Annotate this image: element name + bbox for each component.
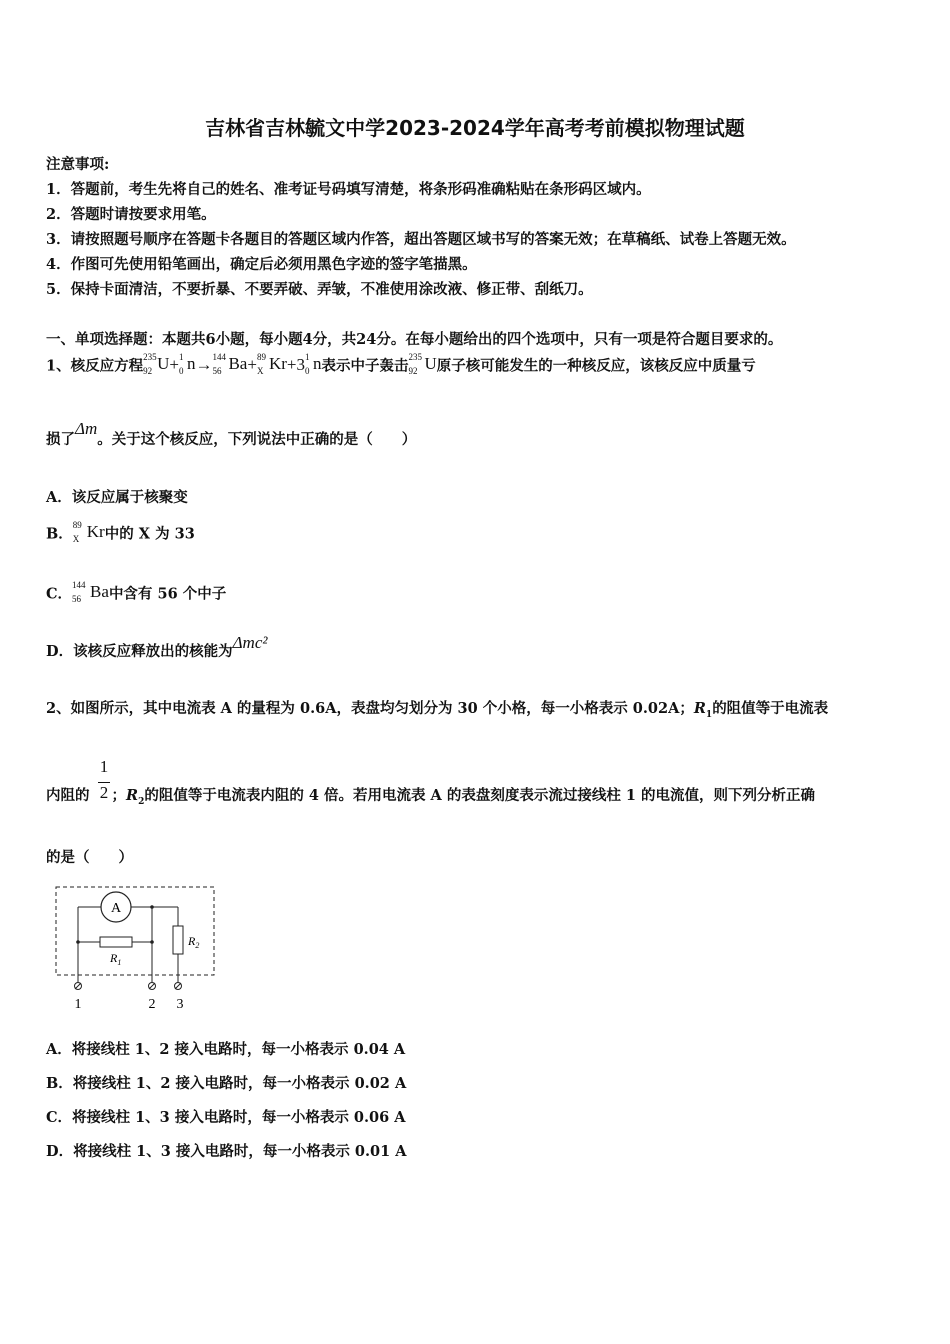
notice-heading: 注意事项: <box>46 156 110 173</box>
mass-defect: Δm <box>75 419 98 438</box>
page-title: 吉林省吉林毓文中学2023-2024学年高考考前模拟物理试题 <box>205 116 745 140</box>
q2-option-b: B．将接线柱 1、2 接入电路时，每一小格表示 0.02 A <box>46 1075 407 1092</box>
notice-item: 5．保持卡面清洁，不要折暴、不要弄破、弄皱，不准使用涂改液、修正带、刮纸刀。 <box>46 281 593 298</box>
q1-prefix: 1、核反应方程 <box>46 357 144 375</box>
terminal-3 <box>175 983 182 990</box>
r1-label: $R_1$ <box>110 951 122 967</box>
nuclide-ba144: 144 56 Ba <box>212 352 248 376</box>
terminal-1 <box>75 983 82 990</box>
question-2-line-1: 2、如图所示，其中电流表 A 的量程为 0.6A，表盘均匀划分为 30 个小格，每一小格表示 0.02A；$R_1$的阻值等于电流表 <box>46 700 829 720</box>
nuclide-neutron-3: 1 0 n <box>305 352 322 376</box>
r1-symbol: R <box>693 700 706 717</box>
q1-suffix: 原子核可能发生的一种核反应，该核反应中质量亏 <box>436 357 756 375</box>
question-1-line-1 <box>46 352 756 378</box>
nuclide-target-u235: 235 92 U <box>408 352 437 376</box>
q2-option-d: D．将接线柱 1、3 接入电路时，每一小格表示 0.01 A <box>46 1143 407 1160</box>
nuclide-neutron: 1 0 n <box>178 352 196 376</box>
notice-item: 2．答题时请按要求用笔。 <box>46 206 216 223</box>
resistor-r1 <box>100 937 132 947</box>
q1-middle: 表示中子轰击 <box>321 357 409 375</box>
dashed-enclosure <box>56 887 214 975</box>
r2-symbol: R <box>126 787 139 804</box>
question-2-line-2: 内阻的 ；$R_2$的阻值等于电流表内阻的 4 倍。若用电流表 A 的表盘刻度表示流过接线柱 1 的电流值，则下列分析正确 <box>46 787 816 807</box>
energy-formula: Δmc² <box>232 633 268 652</box>
reaction-equation: 235 92 U+ 1 0 n→ 144 56 Ba+ 89 X Kr+3 1 0 n <box>143 352 322 376</box>
fraction-numerator: 1 <box>99 757 109 776</box>
terminal-1-label: 1 <box>74 997 82 1012</box>
q1-option-c: C． 144 56 Ba中含有 56 个中子 <box>46 580 227 604</box>
nuclide-ba144-option: 144 56 Ba <box>72 580 109 604</box>
notice-item: 3．请按照题号顺序在答题卡各题目的答题区域内作答，超出答题区域书写的答案无效；在草稿纸、试卷上答题无效。 <box>46 231 796 248</box>
q1-option-a: A．该反应属于核聚变 <box>46 489 188 506</box>
notice-item: 4．作图可先使用铅笔画出，确定后必须用黑色字迹的签字笔描黑。 <box>46 256 477 273</box>
q2-option-c: C．将接线柱 1、3 接入电路时，每一小格表示 0.06 A <box>46 1109 406 1126</box>
question-2-line-3: 的是（ ） <box>46 849 133 866</box>
notice-item: 1．答题前，考生先将自己的姓名、准考证号码填写清楚，将条形码准确粘贴在条形码区域内。 <box>46 181 651 198</box>
question-1-line-2: 损了Δm。关于这个核反应，下列说法中正确的是（ ） <box>46 419 417 448</box>
terminal-2-label: 2 <box>148 997 156 1012</box>
nuclide-kr89: 89 X Kr <box>256 352 287 376</box>
q1-option-b: B． 89 X Kr中的 X 为 33 <box>46 520 195 544</box>
fraction-denominator: 2 <box>99 783 109 802</box>
terminal-3-label: 3 <box>176 997 184 1012</box>
circuit-diagram <box>52 884 232 1014</box>
nuclide-u235: 235 92 U <box>143 352 170 376</box>
nuclide-kr89-option: 89 X Kr <box>72 520 105 544</box>
section-heading: 一、单项选择题：本题共6小题，每小题4分，共24分。在每小题给出的四个选项中，只有一项是符合题目要求的。 <box>46 331 783 348</box>
resistor-r2 <box>173 926 183 954</box>
r2-label: $R_2$ <box>188 934 200 950</box>
q1-option-d: D．该核反应释放出的核能为Δmc² <box>46 633 268 660</box>
q2-option-a: A．将接线柱 1、2 接入电路时，每一小格表示 0.04 A <box>46 1041 406 1058</box>
ammeter-label: A <box>110 901 122 916</box>
terminal-2 <box>149 983 156 990</box>
